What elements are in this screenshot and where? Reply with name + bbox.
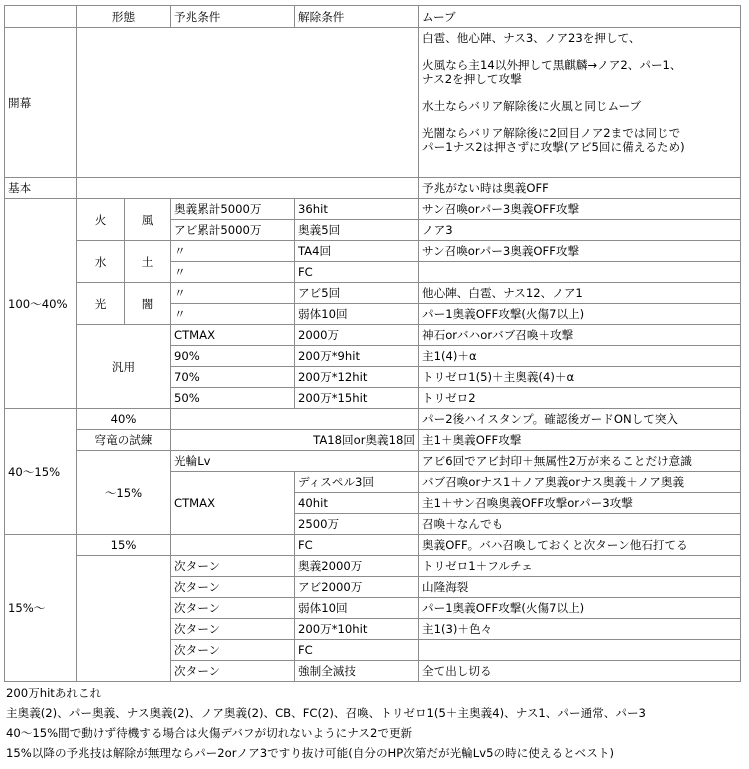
generic-label: 汎用 (77, 325, 171, 409)
strategy-table (4, 5, 741, 682)
release-cell: 弱体10回 (295, 598, 419, 619)
move-cell (419, 262, 741, 283)
omen-cell: 〃 (171, 283, 295, 304)
move-cell: バブ召喚orナス1＋ノア奥義orナス奥義＋ノア奥義 (419, 472, 741, 493)
move-cell: アビ6回でアビ封印＋無属性2万が来ることだけ意識 (419, 451, 741, 472)
omen-cell: 次ターン (171, 577, 295, 598)
basic-row (5, 178, 741, 199)
move-cell: 神石orバハorバブ召喚＋攻撃 (419, 325, 741, 346)
header-release: 解除条件 (295, 6, 419, 28)
basic-move: 予兆がない時は奥義OFF (419, 178, 741, 199)
table-row (5, 241, 741, 262)
table-row (5, 556, 741, 577)
move-cell: 召喚＋なんでも (419, 514, 741, 535)
omen-cell: 70% (171, 367, 295, 388)
element-fire: 火 (77, 199, 125, 241)
element-light: 光 (77, 283, 125, 325)
opening-line: 火風なら主14以外押して黒麒麟→ノア2、パー1、 (422, 58, 682, 72)
move-cell (419, 640, 741, 661)
move-cell: ノア3 (419, 220, 741, 241)
release-cell: 2500万 (295, 514, 419, 535)
header-omen: 予兆条件 (171, 6, 295, 28)
omen-cell: CTMAX (171, 472, 295, 535)
move-cell: 他心陣、白雹、ナス12、ノア1 (419, 283, 741, 304)
omen-cell: 〃 (171, 304, 295, 325)
omen-cell: CTMAX (171, 325, 295, 346)
note-line: 40～15%間で動けず待機する場合は火傷デバフが切れないようにナス2で更新 (6, 726, 413, 740)
opening-row (5, 28, 741, 178)
form-cell: 40% (77, 409, 171, 430)
move-cell: 主1＋奥義OFF攻撃 (419, 430, 741, 451)
note-line: 200万hitあれこれ (6, 686, 102, 700)
release-cell: TA4回 (295, 241, 419, 262)
element-dark: 闇 (125, 283, 171, 325)
element-water: 水 (77, 241, 125, 283)
element-wind: 風 (125, 199, 171, 241)
omen-cell: アビ累計5000万 (171, 220, 295, 241)
phase100-label: 100～40% (5, 199, 77, 409)
release-cell: 奥義5回 (295, 220, 419, 241)
move-cell: 山隆海裂 (419, 577, 741, 598)
move-cell: トリゼロ1＋フルチェ (419, 556, 741, 577)
move-cell: パー1奥義OFF攻撃(火傷7以上) (419, 304, 741, 325)
omen-cell: 奥義累計5000万 (171, 199, 295, 220)
release-cell: 200万*15hit (295, 388, 419, 409)
release-cell: 40hit (295, 493, 419, 514)
move-cell: 主1(3)＋色々 (419, 619, 741, 640)
phase40-label: 40～15% (5, 409, 77, 535)
move-cell: 主1＋サン召喚奥義OFF攻撃orパー3攻撃 (419, 493, 741, 514)
release-cell: FC (295, 262, 419, 283)
move-cell: 全て出し切る (419, 661, 741, 682)
opening-line: 白雹、他心陣、ナス3、ノア23を押して、 (422, 31, 641, 45)
move-cell: トリゼロ1(5)＋主奥義(4)＋α (419, 367, 741, 388)
release-cell: ディスペル3回 (295, 472, 419, 493)
omen-cell: 次ターン (171, 640, 295, 661)
header-form: 形態 (77, 6, 171, 28)
table-row (5, 535, 741, 556)
omen-cell: 次ターン (171, 661, 295, 682)
basic-label: 基本 (5, 178, 77, 199)
move-cell: パー1奥義OFF攻撃(火傷7以上) (419, 598, 741, 619)
note-line: 15%以降の予兆技は解除が無理ならパー2orノア3ですり抜け可能(自分のHP次第だが光輪Lv5の時に使えるとベスト) (6, 746, 614, 760)
table-row (5, 451, 741, 472)
element-earth: 土 (125, 241, 171, 283)
release-cell: 2000万 (295, 325, 419, 346)
move-cell: サン召喚orパー3奥義OFF攻撃 (419, 199, 741, 220)
omen-cell: 次ターン (171, 556, 295, 577)
table-row (5, 409, 741, 430)
release-cell: 200万*12hit (295, 367, 419, 388)
move-cell: 主1(4)＋α (419, 346, 741, 367)
release-cell: 200万*10hit (295, 619, 419, 640)
header-phase-cell (5, 6, 77, 28)
table-row (5, 283, 741, 304)
note-line: 主奥義(2)、パー奥義、ナス奥義(2)、ノア奥義(2)、CB、FC(2)、召喚、トリゼロ1(5＋主奥義4)、ナス1、パー通常、パー3 (6, 706, 646, 720)
omen-cell: 50% (171, 388, 295, 409)
release-cell: アビ5回 (295, 283, 419, 304)
opening-line: 水土ならバリア解除後に火風と同じムーブ (422, 99, 642, 113)
phase15-label: 15%～ (5, 535, 77, 682)
header-move: ムーブ (419, 6, 741, 28)
move-cell: トリゼロ2 (419, 388, 741, 409)
table-row (5, 199, 741, 220)
table-row (5, 325, 741, 346)
omen-cell: 次ターン (171, 598, 295, 619)
release-cell: 36hit (295, 199, 419, 220)
release-cell: FC (295, 535, 419, 556)
omen-cell: 光輪Lv (171, 451, 419, 472)
move-cell: パー2後ハイスタンプ。確認後ガードONして突入 (419, 409, 741, 430)
omen-cell: 90% (171, 346, 295, 367)
notes-section (6, 683, 646, 763)
release-cell: 奥義2000万 (295, 556, 419, 577)
move-cell: サン召喚orパー3奥義OFF攻撃 (419, 241, 741, 262)
omen-cell: 次ターン (171, 619, 295, 640)
opening-label: 開幕 (5, 28, 77, 178)
release-cell: 200万*9hit (295, 346, 419, 367)
form-cell: 15% (77, 535, 171, 556)
form-cell: ～15% (77, 451, 171, 535)
opening-line: パー1ナス2は押さずに攻撃(アビ5回に備えるため) (422, 140, 685, 154)
opening-empty (77, 28, 419, 178)
release-cell: アビ2000万 (295, 577, 419, 598)
release-cell: TA18回or奥義18回 (171, 430, 419, 451)
table-row (5, 430, 741, 451)
release-cell: 強制全滅技 (295, 661, 419, 682)
release-cell: 弱体10回 (295, 304, 419, 325)
omen-cell: 〃 (171, 241, 295, 262)
opening-line: ナス2を押して攻撃 (422, 72, 522, 86)
form-cell: 穹竜の試練 (77, 430, 171, 451)
omen-cell: 〃 (171, 262, 295, 283)
header-row (5, 6, 741, 28)
opening-line: 光闇ならバリア解除後に2回目ノア2までは同じで (422, 126, 681, 140)
opening-move (419, 28, 741, 178)
release-cell: FC (295, 640, 419, 661)
move-cell: 奥義OFF。バハ召喚しておくと次ターン他石打てる (419, 535, 741, 556)
